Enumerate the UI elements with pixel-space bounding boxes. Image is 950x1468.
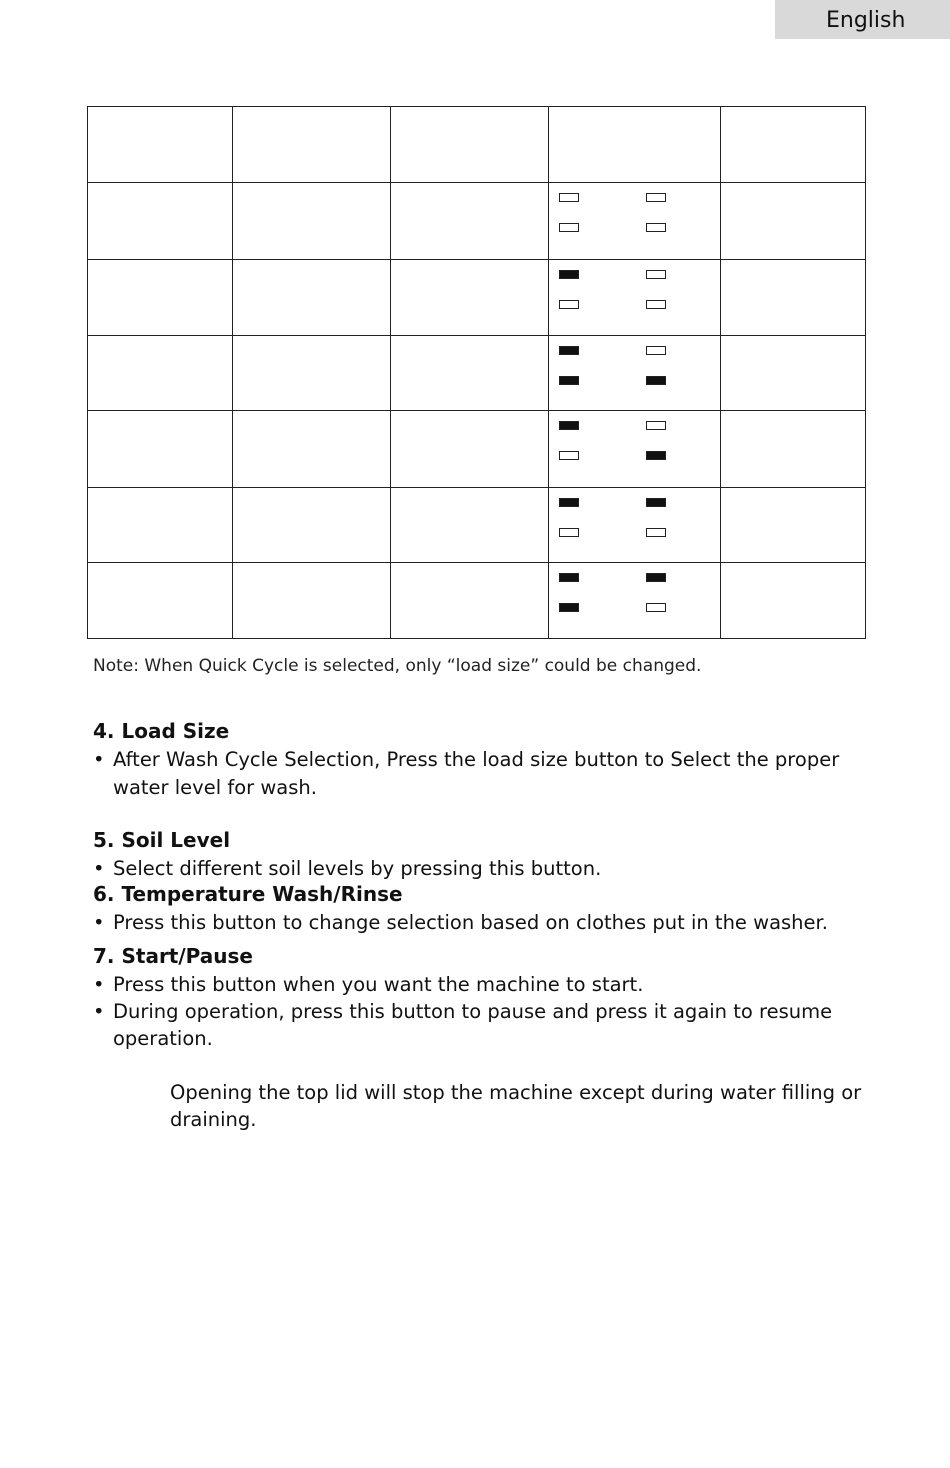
table-row	[88, 260, 866, 336]
indicator-light-off	[646, 603, 666, 612]
table-cell	[549, 411, 721, 488]
indicator-light-off	[646, 223, 666, 232]
indicator-light-on	[559, 376, 579, 385]
table-cell	[721, 411, 866, 488]
table-cell	[88, 563, 233, 639]
language-tab: English	[775, 0, 950, 39]
table-cell	[549, 488, 721, 563]
table-cell	[391, 183, 549, 260]
load-size-heading: 4. Load Size	[93, 719, 230, 743]
table-row	[88, 563, 866, 639]
table-cell	[549, 107, 721, 183]
table-cell	[88, 260, 233, 336]
indicator-light-off	[559, 223, 579, 232]
table-cell	[88, 488, 233, 563]
table-row	[88, 336, 866, 411]
start-pause-bullet-2-continued: operation.	[113, 1027, 213, 1050]
indicator-light-off	[559, 451, 579, 460]
indicator-light-off	[646, 346, 666, 355]
table-row	[88, 488, 866, 563]
table-cell	[549, 183, 721, 260]
table-header-row	[88, 107, 866, 183]
table-cell	[88, 107, 233, 183]
table-cell	[88, 336, 233, 411]
table-cell	[391, 411, 549, 488]
table-cell	[233, 336, 391, 411]
temperature-bullet: • Press this button to change selection based on clothes put in the washer.	[93, 911, 828, 934]
cycle-table	[87, 106, 866, 639]
table-cell	[233, 563, 391, 639]
start-pause-bullet-2: • During operation, press this button to pause and press it again to resume	[93, 1000, 833, 1023]
indicator-light-on	[559, 573, 579, 582]
indicator-light-on	[646, 451, 666, 460]
table-cell	[391, 336, 549, 411]
table-cell	[88, 183, 233, 260]
table-cell	[391, 563, 549, 639]
load-size-bullet-continued: water level for wash.	[113, 776, 317, 799]
table-cell	[391, 260, 549, 336]
indicator-light-on	[559, 603, 579, 612]
table-cell	[721, 336, 866, 411]
table-row	[88, 411, 866, 488]
table-cell	[233, 488, 391, 563]
table-cell	[721, 488, 866, 563]
table-cell	[233, 411, 391, 488]
indicator-light-off	[646, 528, 666, 537]
indicator-light-off	[646, 300, 666, 309]
table-cell	[721, 107, 866, 183]
indicator-light-on	[646, 376, 666, 385]
indicator-light-off	[646, 421, 666, 430]
lid-warning-line-2: draining.	[170, 1108, 257, 1131]
table-cell	[721, 260, 866, 336]
start-pause-heading: 7. Start/Pause	[93, 944, 253, 968]
indicator-light-on	[559, 421, 579, 430]
indicator-light-off	[646, 193, 666, 202]
indicator-light-off	[559, 193, 579, 202]
table-cell	[549, 563, 721, 639]
indicator-light-on	[559, 498, 579, 507]
start-pause-bullet-1: • Press this button when you want the machine to start.	[93, 973, 644, 996]
indicator-light-on	[559, 270, 579, 279]
temperature-heading: 6. Temperature Wash/Rinse	[93, 882, 403, 906]
table-cell	[549, 260, 721, 336]
indicator-light-off	[559, 528, 579, 537]
lid-warning-line-1: Opening the top lid will stop the machine except during water filling or	[170, 1081, 862, 1104]
indicator-light-on	[646, 573, 666, 582]
indicator-light-off	[646, 270, 666, 279]
table-cell	[721, 563, 866, 639]
table-cell	[721, 183, 866, 260]
load-size-bullet: • After Wash Cycle Selection, Press the load size button to Select the proper	[93, 748, 840, 771]
indicator-light-on	[559, 346, 579, 355]
table-cell	[233, 183, 391, 260]
quick-cycle-note: Note: When Quick Cycle is selected, only “load size” could be changed.	[93, 656, 702, 676]
table-cell	[549, 336, 721, 411]
indicator-light-off	[559, 300, 579, 309]
table-cell	[233, 107, 391, 183]
table-cell	[233, 260, 391, 336]
soil-level-heading: 5. Soil Level	[93, 828, 231, 852]
soil-level-bullet: • Select different soil levels by pressing this button.	[93, 857, 602, 880]
indicator-light-on	[646, 498, 666, 507]
table-cell	[391, 488, 549, 563]
table-cell	[391, 107, 549, 183]
table-row	[88, 183, 866, 260]
table-cell	[88, 411, 233, 488]
